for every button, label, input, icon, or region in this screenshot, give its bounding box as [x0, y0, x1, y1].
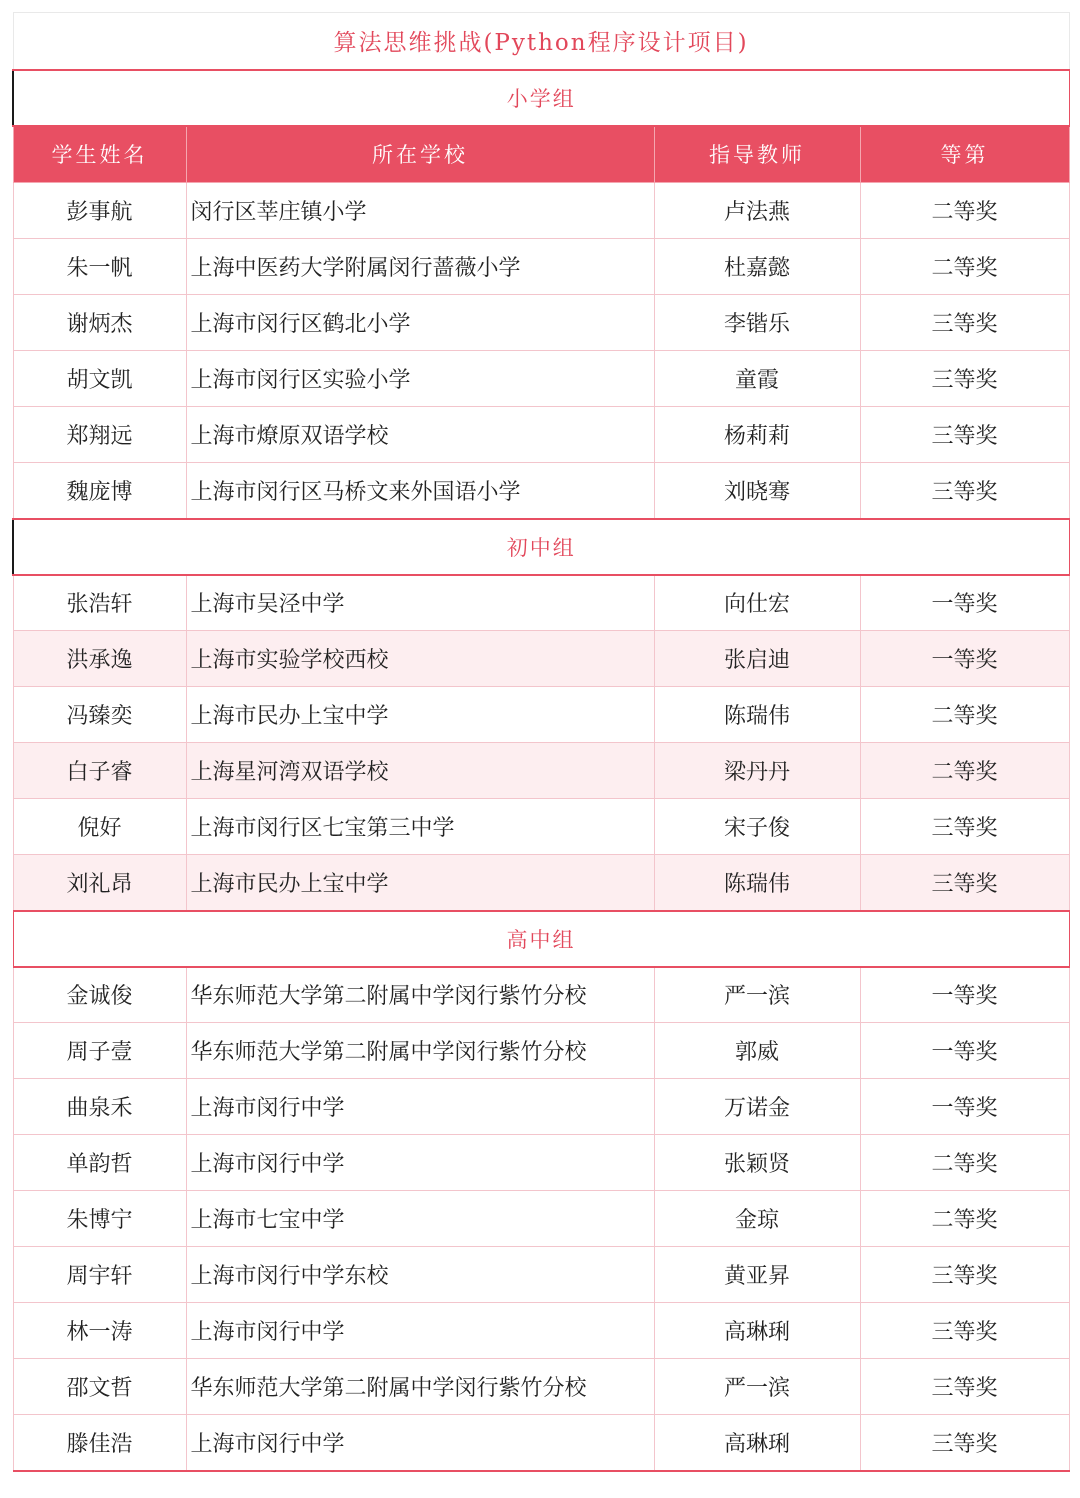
student-name-cell: 单韵哲	[13, 1135, 186, 1191]
table-row	[13, 687, 1069, 743]
table-row	[13, 1359, 1069, 1415]
teacher-cell: 高琳琍	[654, 1303, 860, 1359]
school-cell: 闵行区莘庄镇小学	[186, 183, 654, 239]
award-cell: 一等奖	[860, 1023, 1069, 1079]
table-row	[13, 743, 1069, 799]
school-cell: 上海市民办上宝中学	[186, 687, 654, 743]
award-cell: 一等奖	[860, 575, 1069, 631]
student-name-cell: 魏庞博	[13, 463, 186, 519]
student-name-cell: 金诚俊	[13, 967, 186, 1023]
table-row	[13, 1191, 1069, 1247]
student-name-cell: 胡文凯	[13, 351, 186, 407]
student-name-cell: 谢炳杰	[13, 295, 186, 351]
teacher-cell: 郭威	[654, 1023, 860, 1079]
teacher-cell: 刘晓骞	[654, 463, 860, 519]
title-row	[13, 13, 1069, 70]
school-cell: 上海市闵行区实验小学	[186, 351, 654, 407]
award-cell: 三等奖	[860, 1359, 1069, 1415]
student-name-cell: 白子睿	[13, 743, 186, 799]
school-cell: 上海市闵行中学	[186, 1303, 654, 1359]
school-cell: 上海市闵行区马桥文来外国语小学	[186, 463, 654, 519]
school-cell: 上海市闵行中学	[186, 1135, 654, 1191]
award-cell: 三等奖	[860, 1247, 1069, 1303]
teacher-cell: 向仕宏	[654, 575, 860, 631]
student-name-cell: 朱一帆	[13, 239, 186, 295]
teacher-cell: 张颖贤	[654, 1135, 860, 1191]
teacher-cell: 张启迪	[654, 631, 860, 687]
table-row	[13, 1135, 1069, 1191]
teacher-cell: 梁丹丹	[654, 743, 860, 799]
table-row	[13, 631, 1069, 687]
teacher-cell: 高琳琍	[654, 1415, 860, 1471]
column-header-teacher: 指导教师	[654, 126, 860, 183]
teacher-cell: 黄亚昇	[654, 1247, 860, 1303]
teacher-cell: 严一滨	[654, 1359, 860, 1415]
group-row	[13, 519, 1069, 575]
student-name-cell: 洪承逸	[13, 631, 186, 687]
teacher-cell: 杜嘉懿	[654, 239, 860, 295]
table-row	[13, 799, 1069, 855]
student-name-cell: 彭事航	[13, 183, 186, 239]
student-name-cell: 邵文哲	[13, 1359, 186, 1415]
student-name-cell: 郑翔远	[13, 407, 186, 463]
teacher-cell: 卢法燕	[654, 183, 860, 239]
table-row	[13, 575, 1069, 631]
award-cell: 三等奖	[860, 407, 1069, 463]
student-name-cell: 林一涛	[13, 1303, 186, 1359]
school-cell: 上海中医药大学附属闵行蔷薇小学	[186, 239, 654, 295]
school-cell: 上海市实验学校西校	[186, 631, 654, 687]
column-header-award: 等第	[860, 126, 1069, 183]
award-cell: 二等奖	[860, 743, 1069, 799]
table-row	[13, 1247, 1069, 1303]
school-cell: 上海市民办上宝中学	[186, 855, 654, 911]
school-cell: 上海星河湾双语学校	[186, 743, 654, 799]
table-row	[13, 967, 1069, 1023]
award-cell: 三等奖	[860, 1415, 1069, 1471]
student-name-cell: 周宇轩	[13, 1247, 186, 1303]
award-cell: 二等奖	[860, 1191, 1069, 1247]
award-cell: 三等奖	[860, 463, 1069, 519]
student-name-cell: 张浩轩	[13, 575, 186, 631]
table-row	[13, 183, 1069, 239]
award-cell: 三等奖	[860, 1303, 1069, 1359]
teacher-cell: 万诺金	[654, 1079, 860, 1135]
table-row	[13, 407, 1069, 463]
award-cell: 二等奖	[860, 183, 1069, 239]
table-row	[13, 351, 1069, 407]
school-cell: 上海市七宝中学	[186, 1191, 654, 1247]
award-cell: 二等奖	[860, 1135, 1069, 1191]
award-cell: 三等奖	[860, 295, 1069, 351]
student-name-cell: 朱博宁	[13, 1191, 186, 1247]
group-label: 初中组	[13, 519, 1069, 575]
teacher-cell: 童霞	[654, 351, 860, 407]
award-cell: 二等奖	[860, 239, 1069, 295]
school-cell: 上海市闵行中学	[186, 1415, 654, 1471]
table-row	[13, 1023, 1069, 1079]
student-name-cell: 倪好	[13, 799, 186, 855]
award-table	[12, 12, 1070, 1472]
teacher-cell: 杨莉莉	[654, 407, 860, 463]
group-row	[13, 70, 1069, 126]
table-row	[13, 1415, 1069, 1471]
school-cell: 华东师范大学第二附属中学闵行紫竹分校	[186, 1023, 654, 1079]
table-row	[13, 1303, 1069, 1359]
award-cell: 二等奖	[860, 687, 1069, 743]
award-cell: 一等奖	[860, 631, 1069, 687]
column-header-name: 学生姓名	[13, 126, 186, 183]
column-header-school: 所在学校	[186, 126, 654, 183]
teacher-cell: 李锴乐	[654, 295, 860, 351]
award-cell: 三等奖	[860, 855, 1069, 911]
school-cell: 上海市燎原双语学校	[186, 407, 654, 463]
student-name-cell: 周子壹	[13, 1023, 186, 1079]
group-label: 高中组	[13, 911, 1069, 967]
table-row	[13, 295, 1069, 351]
page-title: 算法思维挑战(Python程序设计项目)	[13, 13, 1069, 70]
award-sheet	[12, 12, 1068, 1472]
student-name-cell: 冯臻奕	[13, 687, 186, 743]
school-cell: 上海市闵行中学	[186, 1079, 654, 1135]
teacher-cell: 陈瑞伟	[654, 855, 860, 911]
award-cell: 一等奖	[860, 1079, 1069, 1135]
table-row	[13, 1079, 1069, 1135]
award-cell: 一等奖	[860, 967, 1069, 1023]
teacher-cell: 宋子俊	[654, 799, 860, 855]
table-row	[13, 855, 1069, 911]
table-row	[13, 239, 1069, 295]
teacher-cell: 严一滨	[654, 967, 860, 1023]
column-header-row	[13, 126, 1069, 183]
school-cell: 上海市闵行中学东校	[186, 1247, 654, 1303]
award-cell: 三等奖	[860, 351, 1069, 407]
student-name-cell: 刘礼昂	[13, 855, 186, 911]
award-cell: 三等奖	[860, 799, 1069, 855]
student-name-cell: 曲泉禾	[13, 1079, 186, 1135]
school-cell: 上海市吴泾中学	[186, 575, 654, 631]
teacher-cell: 金琼	[654, 1191, 860, 1247]
school-cell: 华东师范大学第二附属中学闵行紫竹分校	[186, 967, 654, 1023]
table-row	[13, 463, 1069, 519]
school-cell: 上海市闵行区七宝第三中学	[186, 799, 654, 855]
group-label: 小学组	[13, 70, 1069, 126]
group-row	[13, 911, 1069, 967]
school-cell: 上海市闵行区鹤北小学	[186, 295, 654, 351]
student-name-cell: 滕佳浩	[13, 1415, 186, 1471]
school-cell: 华东师范大学第二附属中学闵行紫竹分校	[186, 1359, 654, 1415]
teacher-cell: 陈瑞伟	[654, 687, 860, 743]
